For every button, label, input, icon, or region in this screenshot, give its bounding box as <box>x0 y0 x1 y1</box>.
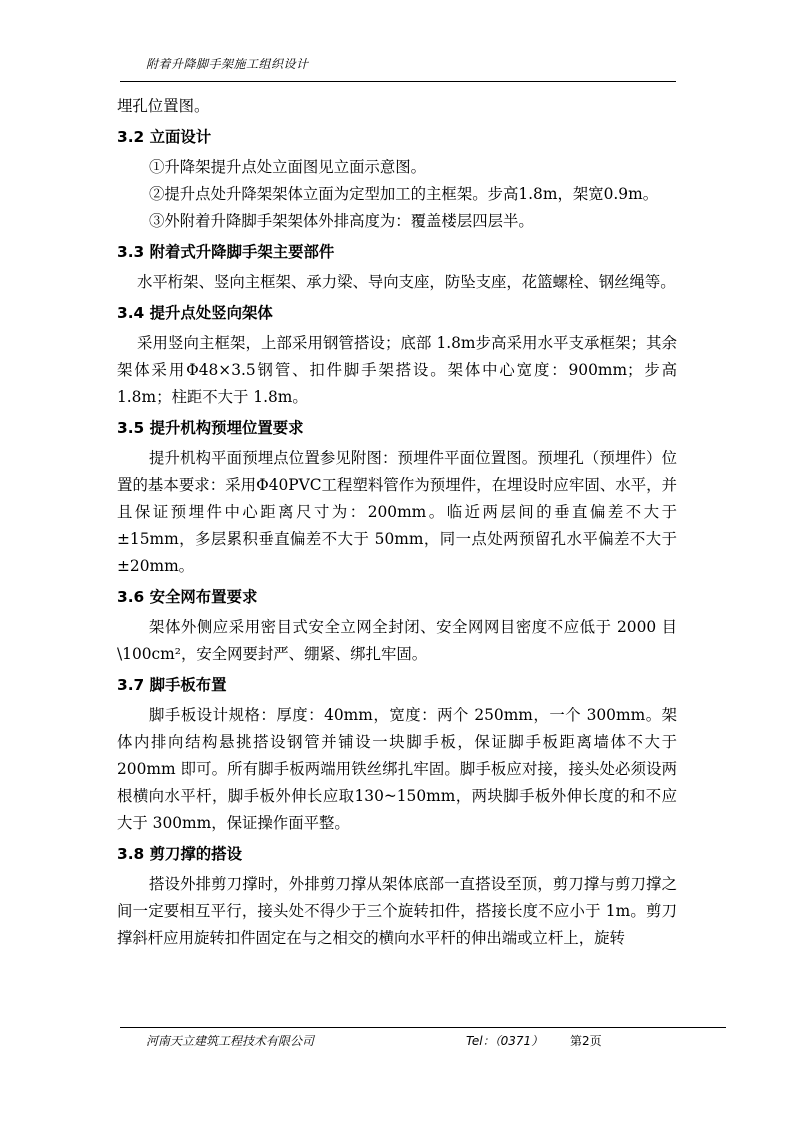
page-number: 第2页 <box>570 1034 602 1048</box>
section-text-3-5: 提升机构平面预埋点位置参见附图：预埋件平面位置图。预埋孔（预埋件）位置的基本要求：采用Φ40PVC工程塑料管作为预埋件，在埋设时应牢固、水平，并且保证预埋件中心距离尺寸为：200mm。临近两层间的垂直偏差不大于±15mm，多层累积垂直偏差不大于 50mm，同一点处两预留孔水平偏差不大于±20mm。 <box>117 449 677 575</box>
header-rule <box>120 81 676 82</box>
section-heading-3-7: 3.7 脚手板布置 <box>117 676 227 694</box>
list-item: ①升降架提升点处立面图见立面示意图。 <box>149 158 427 176</box>
section-text-3-7: 脚手板设计规格：厚度：40mm，宽度：两个 250mm，一个 300mm。架体内排向结构悬挑搭设钢管并铺设一块脚手板，保证脚手板距离墙体不大于 200mm 即可。所有脚手板两端用铁丝绑扎牢固。脚手板应对接，接头处必须设两根横向水平杆，脚手板外伸长应取130~150mm，两块脚手板外伸长度的和不应大于 300mm，保证操作面平整。 <box>117 706 677 832</box>
section-heading-3-8: 3.8 剪刀撑的搭设 <box>117 845 242 863</box>
section-text-3-6: 架体外侧应采用密目式安全立网全封闭、安全网网目密度不应低于 2000 目\100cm²，安全网要封严、绷紧、绑扎牢固。 <box>117 618 677 663</box>
list-item: ③外附着升降脚手架架体外排高度为：覆盖楼层四层半。 <box>149 212 534 230</box>
section-heading-3-6: 3.6 安全网布置要求 <box>117 588 258 606</box>
list-item: ②提升点处升降架架体立面为定型加工的主框架。步高1.8m，架宽0.9m。 <box>149 185 659 203</box>
document-body <box>117 93 677 952</box>
section-text-3-3: 水平桁架、竖向主框架、承力梁、导向支座，防坠支座，花篮螺栓、钢丝绳等。 <box>137 273 676 291</box>
section-heading-3-5: 3.5 提升机构预埋位置要求 <box>117 419 304 437</box>
footer-company: 河南天立建筑工程技术有限公司 <box>146 1034 315 1048</box>
footer-tel: Tel：（0371） <box>466 1034 544 1048</box>
section-heading-3-3: 3.3 附着式升降脚手架主要部件 <box>117 243 335 261</box>
section-heading-3-4: 3.4 提升点处竖向架体 <box>117 304 273 322</box>
header-title: 附着升降脚手架施工组织设计 <box>146 57 309 71</box>
section-text-3-8: 搭设外排剪刀撑时，外排剪刀撑从架体底部一直搭设至顶，剪刀撑与剪刀撑之间一定要相互平行，接头处不得少于三个旋转扣件，搭接长度不应小于 1m。剪刀撑斜杆应用旋转扣件固定在与之相交的横向水平杆的伸出端或立杆上，旋转 <box>117 875 677 947</box>
section-text-3-4: 采用竖向主框架，上部采用钢管搭设；底部 1.8m步高采用水平支承框架；其余架体采用Φ48×3.5钢管、扣件脚手架搭设。架体中心宽度：900mm；步高1.8m；柱距不大于 1.8m。 <box>117 334 677 406</box>
section-heading-3-2: 3.2 立面设计 <box>117 128 212 146</box>
intro-text: 埋孔位置图。 <box>117 97 210 115</box>
footer-rule <box>120 1027 726 1028</box>
